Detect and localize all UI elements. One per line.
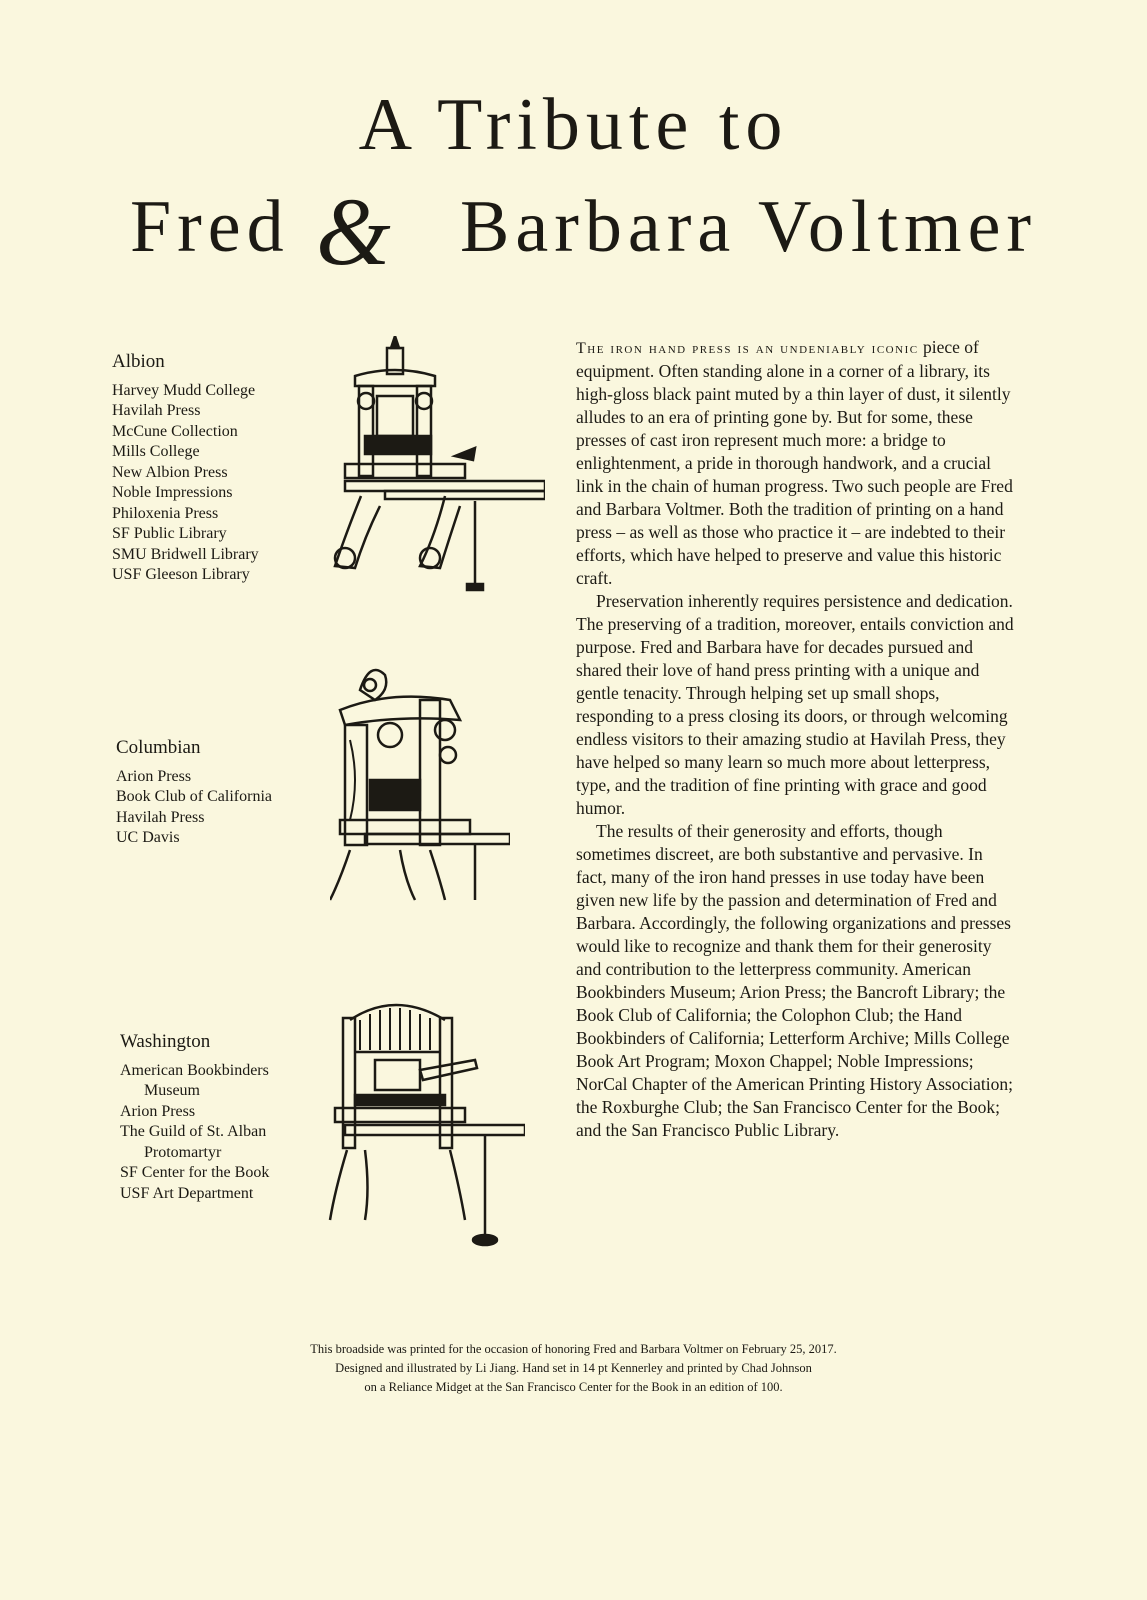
list-item: Mills College bbox=[112, 443, 200, 460]
list-item: SF Center for the Book bbox=[120, 1164, 270, 1181]
list-item: Book Club of California bbox=[116, 788, 272, 805]
list-item: SMU Bridwell Library bbox=[112, 545, 259, 563]
list-item: Philoxenia Press bbox=[112, 504, 219, 522]
list-item: Protomartyr bbox=[144, 1143, 222, 1161]
albion-heading: Albion bbox=[112, 351, 165, 372]
colophon-line-3: on a Reliance Midget at the San Francisco Center for the Book in an edition of 100. bbox=[364, 1380, 783, 1394]
title-fred: Fred bbox=[130, 186, 290, 268]
colophon-line-1: This broadside was printed for the occasion of honoring Fred and Barbara Voltmer on February 25, 2017. bbox=[310, 1342, 837, 1356]
list-item: The Guild of St. Alban bbox=[120, 1123, 267, 1140]
list-item: Harvey Mudd College bbox=[112, 381, 256, 399]
title-barbara: Barbara bbox=[460, 186, 737, 268]
list-item: New Albion Press bbox=[112, 463, 228, 481]
columbian-press-illustration bbox=[330, 660, 510, 920]
lead-in: The iron hand press is an undeniably iconic bbox=[576, 340, 919, 357]
body-text bbox=[576, 336, 1016, 1142]
body-paragraph-2: Preservation inherently requires persistence and dedication. The preserving of a tradition, moreover, entails conviction and purpose. Fred and Barbara have for decades pursued and shared their love of hand press printing with a unique and gentle tenacity. Through helping set up small shops, responding to a press closing its doors, or through welcoming endless visitors to their amazing studio at Havilah Press, they have helped so many learn so much more about letterpress, type, and the tradition of fine printing with grace and good humor. bbox=[576, 591, 1014, 818]
list-item: Arion Press bbox=[120, 1102, 196, 1120]
albion-press-illustration bbox=[325, 336, 545, 596]
title-ampersand: & bbox=[316, 178, 397, 285]
list-item: McCune Collection bbox=[112, 422, 238, 440]
colophon bbox=[0, 1340, 1147, 1397]
title-line-1: A Tribute to bbox=[358, 84, 789, 166]
title-line-2 bbox=[130, 178, 1038, 285]
list-item: Havilah Press bbox=[112, 402, 201, 419]
body-text-p1: piece of equipment. Often standing alone in a corner of a library, its high-gloss black paint muted by a thin layer of dust, it silently alludes to an era of printing gone by. But for some, these presses of cast iron represent much more: a bridge to enlightenment, a pride in thorough handwork, and a crucial link in the chain of human progress. Two such people are Fred and Barbara Voltmer. Both the tradition of printing on a hand press – as well as those who practice it – are indebted to their efforts, which have helped to preserve and value this historic craft. bbox=[576, 337, 1013, 588]
title-voltmer: Voltmer bbox=[758, 186, 1038, 268]
list-item: USF Gleeson Library bbox=[112, 566, 250, 583]
list-item: USF Art Department bbox=[120, 1184, 254, 1202]
body-paragraph-1 bbox=[576, 336, 1016, 590]
washington-group bbox=[120, 1032, 269, 1204]
list-item: Museum bbox=[144, 1082, 200, 1099]
columbian-group bbox=[116, 738, 272, 849]
columbian-heading: Columbian bbox=[116, 737, 201, 758]
washington-list bbox=[120, 1061, 269, 1205]
list-item: SF Public Library bbox=[112, 525, 227, 542]
list-item: Havilah Press bbox=[116, 808, 205, 826]
albion-list bbox=[112, 381, 259, 586]
list-item: Arion Press bbox=[116, 767, 192, 785]
list-item: American Bookbinders bbox=[120, 1061, 269, 1079]
body-paragraph-3: The results of their generosity and efforts, though sometimes discreet, are both substantive and pervasive. In fact, many of the iron hand presses in use today have been given new life by the passion and determination of Fred and Barbara. Accordingly, the following organizations and presses would like to recognize and thank them for their generosity and contribution to the letterpress community. American Bookbinders Museum; Arion Press; the Bancroft Library; the Book Club of California; the Colophon Club; the Hand Bookbinders of California; Letterform Archive; Mills College Book Art Program; Moxon Chappel; Noble Impressions; NorCal Chapter of the American Printing History Association; the Roxburghe Club; the San Francisco Center for the Book; and the San Francisco Public Library. bbox=[576, 821, 1013, 1140]
columbian-list bbox=[116, 767, 272, 849]
washington-heading: Washington bbox=[120, 1031, 211, 1052]
albion-group bbox=[112, 352, 259, 586]
colophon-line-2: Designed and illustrated by Li Jiang. Hand set in 14 pt Kennerley and printed by Chad Johnson bbox=[335, 1361, 812, 1375]
list-item: UC Davis bbox=[116, 829, 180, 846]
washington-press-illustration bbox=[325, 990, 525, 1250]
list-item: Noble Impressions bbox=[112, 484, 233, 501]
